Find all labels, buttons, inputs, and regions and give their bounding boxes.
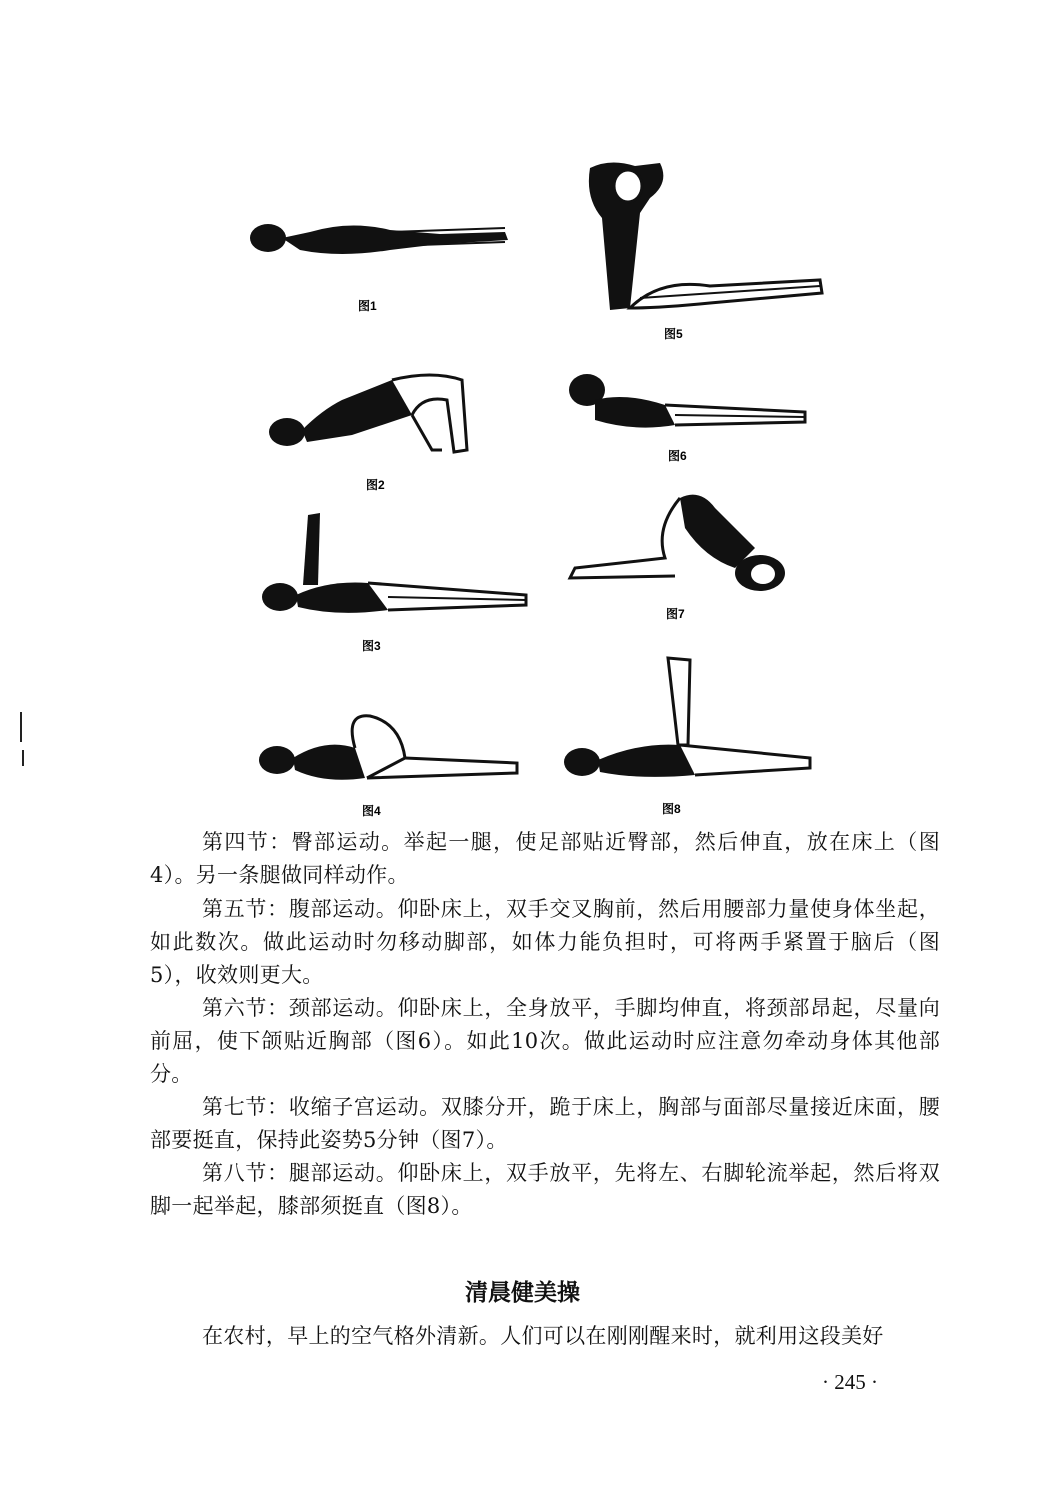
figure-1 xyxy=(240,210,515,270)
figure-3 xyxy=(258,505,533,620)
sit-up-hands-behind-head-figure-icon xyxy=(580,158,830,318)
knee-chest-kneel-figure-icon xyxy=(565,488,800,598)
margin-mark xyxy=(20,712,22,742)
margin-mark xyxy=(22,750,24,766)
figure-2 xyxy=(262,370,477,460)
figure-3-caption: 图3 xyxy=(362,639,381,653)
figure-1-caption: 图1 xyxy=(358,299,377,313)
figure-4 xyxy=(255,708,525,788)
page-number: · 245 · xyxy=(822,1370,878,1394)
figure-4-caption: 图4 xyxy=(362,804,381,818)
section-heading: 清晨健美操 xyxy=(465,1280,580,1306)
paragraph-section-7: 第七节：收缩子宫运动。双膝分开，跪于床上，胸部与面部尽量接近床面，腰部要挺直，保持此姿势5分钟（图7）。 xyxy=(150,1095,940,1152)
paragraph-section-5: 第五节：腹部运动。仰卧床上，双手交叉胸前，然后用腰部力量使身体坐起，如此数次。做此运动时勿移动脚部，如体力能负担时，可将两手紧置于脑后（图5），收效则更大。 xyxy=(150,897,940,987)
one-leg-raise-figure-icon xyxy=(258,505,533,620)
figure-7 xyxy=(565,488,800,598)
hip-bridge-figure-icon xyxy=(262,370,477,460)
figure-8-caption: 图8 xyxy=(662,802,681,816)
paragraph-intro: 在农村，早上的空气格外清新。人们可以在刚刚醒来时，就利用这段美好 xyxy=(202,1324,884,1348)
leg-raise-figure-icon xyxy=(560,650,820,785)
lying-supine-figure-icon xyxy=(240,210,515,270)
figure-8 xyxy=(560,650,820,785)
paragraph-section-8: 第八节：腿部运动。仰卧床上，双手放平，先将左、右脚轮流举起，然后将双脚一起举起，膝部须挺直（图8）。 xyxy=(150,1161,940,1218)
paragraph-section-4: 第四节：臀部运动。举起一腿，使足部贴近臀部，然后伸直，放在床上（图4）。另一条腿做同样动作。 xyxy=(150,830,940,887)
knee-to-chest-figure-icon xyxy=(255,708,525,788)
figure-5 xyxy=(580,158,830,318)
figure-5-caption: 图5 xyxy=(664,327,683,341)
paragraph-section-6: 第六节：颈部运动。仰卧床上，全身放平，手脚均伸直，将颈部昂起，尽量向前屈，使下颌贴近胸部（图6）。如此10次。做此运动时应注意勿牵动身体其他部分。 xyxy=(150,996,940,1086)
figure-2-caption: 图2 xyxy=(366,478,385,492)
figure-6-caption: 图6 xyxy=(668,449,687,463)
figure-7-caption: 图7 xyxy=(666,607,685,621)
neck-lift-figure-icon xyxy=(565,370,810,435)
figure-6 xyxy=(565,370,810,435)
